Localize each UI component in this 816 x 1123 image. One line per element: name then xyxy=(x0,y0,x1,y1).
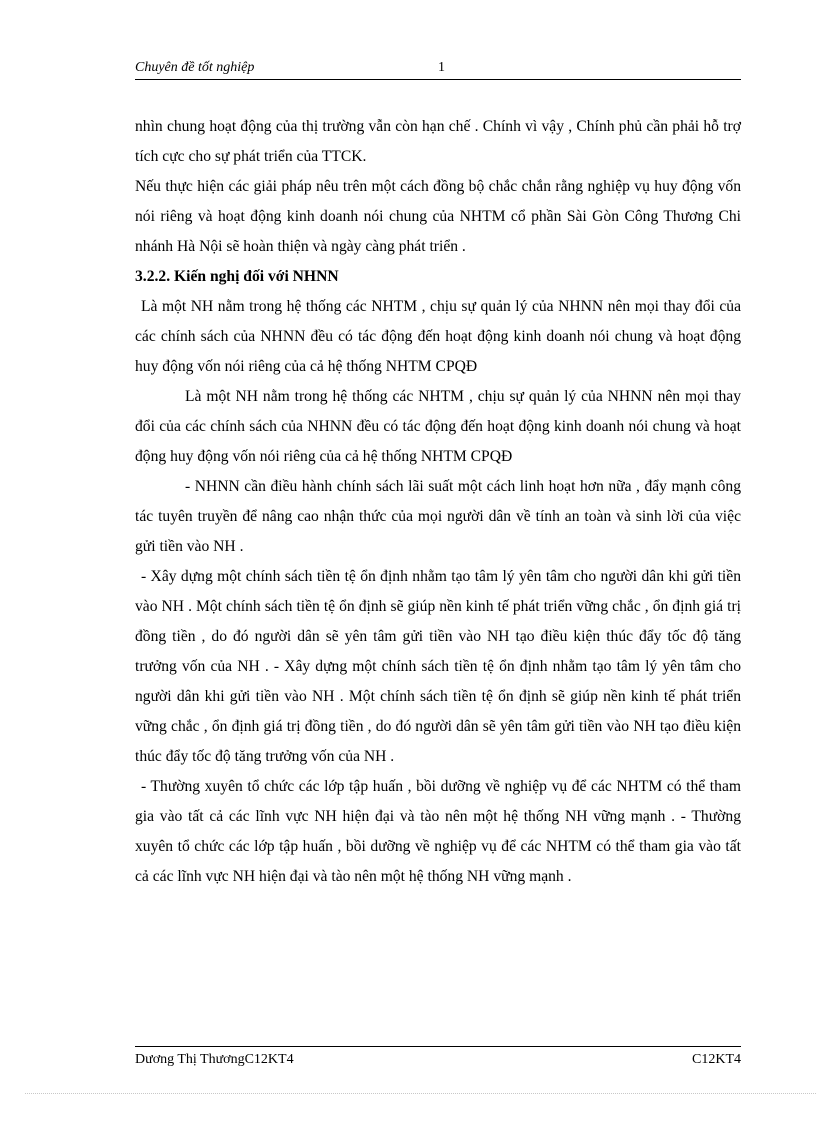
paragraph: - Xây dựng một chính sách tiền tệ ổn định nhằm tạo tâm lý yên tâm cho người dân khi gửi tiền vào NH . Một chính sách tiền tệ ổn định sẽ giúp nền kinh tế phát triển vững chắc , ổn định giá trị đồng tiền , do đó người dân sẽ yên tâm gửi tiền vào NH tạo điều kiện thúc đẩy tốc độ tăng trưởng vốn của NH . - Xây dựng một chính sách tiền tệ ổn định nhằm tạo tâm lý yên tâm cho người dân khi gửi tiền vào NH . Một chính sách tiền tệ ổn định sẽ giúp nền kinh tế phát triển vững chắc , ổn định giá trị đồng tiền , do đó người dân sẽ yên tâm gửi tiền vào NH tạo điều kiện thúc đẩy tốc độ tăng trưởng vốn của NH . xyxy=(135,568,741,765)
paragraph: Là một NH nằm trong hệ thống các NHTM , chịu sự quản lý của NHNN nên mọi thay đổi của các chính sách của NHNN đều có tác động đến hoạt động kinh doanh nói chung và hoạt động huy động vốn nói riêng của cả hệ thống NHTM CPQĐ xyxy=(135,298,741,375)
page-header xyxy=(135,57,741,80)
footer-author: Dương Thị ThươngC12KT4 xyxy=(135,1052,294,1067)
header-page-number: 1 xyxy=(438,60,445,75)
paragraph: Là một NH nằm trong hệ thống các NHTM , chịu sự quản lý của NHNN nên mọi thay đổi của các chính sách của NHNN đều có tác động đến hoạt động kinh doanh nói chung và hoạt động huy động vốn nói riêng của cả hệ thống NHTM CPQĐ xyxy=(135,388,741,465)
paragraph: nhìn chung hoạt động của thị trường vẫn còn hạn chế . Chính vì vậy , Chính phủ cần phải hỗ trợ tích cực cho sự phát triển của TTCK. xyxy=(135,118,741,165)
page-bottom-edge xyxy=(25,1093,816,1094)
paragraph: - NHNN cần điều hành chính sách lãi suất một cách linh hoạt hơn nữa , đẩy mạnh công tác tuyên truyền để nâng cao nhận thức của mọi người dân về tính an toàn và sinh lời của việc gửi tiền vào NH . xyxy=(135,478,741,555)
page-footer xyxy=(135,1046,741,1067)
header-title: Chuyên đề tốt nghiệp xyxy=(135,60,255,75)
document-body xyxy=(135,112,741,892)
section-heading: 3.2.2. Kiến nghị đối với NHNN xyxy=(135,268,339,285)
footer-class-code: C12KT4 xyxy=(692,1052,741,1067)
paragraph: - Thường xuyên tổ chức các lớp tập huấn , bồi dưỡng về nghiệp vụ để các NHTM có thể tham gia vào tất cả các lĩnh vực NH hiện đại và tào nên một hệ thống NH vững mạnh . - Thường xuyên tổ chức các lớp tập huấn , bồi dưỡng về nghiệp vụ để các NHTM có thể tham gia vào tất cả các lĩnh vực NH hiện đại và tào nên một hệ thống NH vững mạnh . xyxy=(135,778,741,885)
paragraph: Nếu thực hiện các giải pháp nêu trên một cách đồng bộ chắc chắn rằng nghiệp vụ huy động vốn nói riêng và hoạt động kinh doanh nói chung của NHTM cổ phần Sài Gòn Công Thương Chi nhánh Hà Nội sẽ hoàn thiện và ngày càng phát triển . xyxy=(135,178,741,255)
